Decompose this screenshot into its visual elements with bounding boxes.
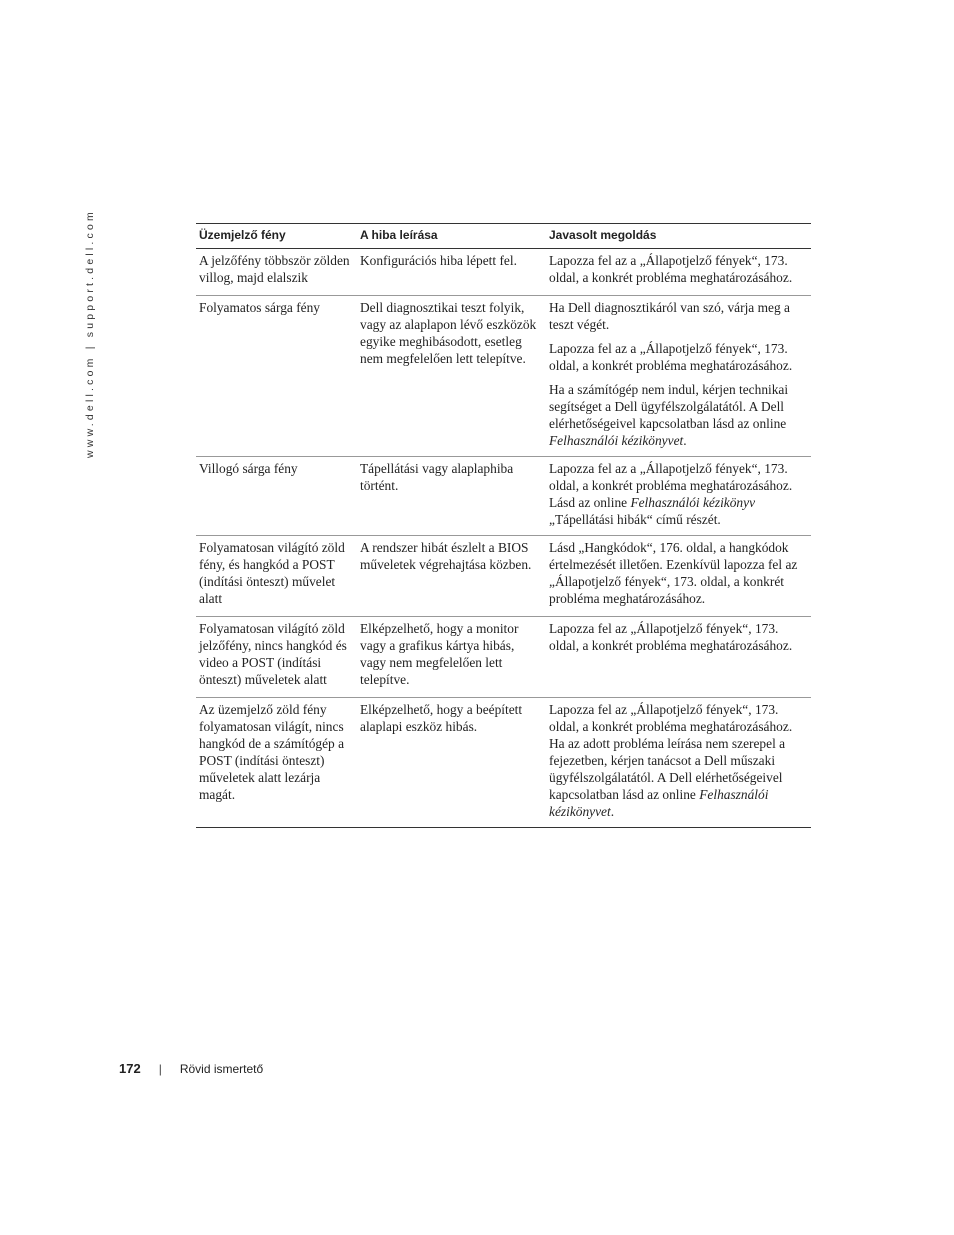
cell-light: Folyamatosan világító zöld jelzőfény, nincs hangkód és video a POST (indítási önteszt) műveletek alatt	[196, 617, 357, 698]
solution-paragraph: Lapozza fel az a „Állapotjelző fények“, 173. oldal, a konkrét probléma meghatározásához.	[549, 253, 793, 285]
cell-solution	[546, 536, 811, 617]
solution-paragraph: Lapozza fel az a „Állapotjelző fények“, 173. oldal, a konkrét probléma meghatározásához. Lásd az online Felhasználói kézikönyv „Tápellátási hibák“ című részét.	[549, 461, 793, 527]
cell-solution	[546, 296, 811, 457]
cell-description: Tápellátási vagy alaplaphiba történt.	[357, 457, 546, 536]
solution-paragraph: Lapozza fel az „Állapotjelző fények“, 173. oldal, a konkrét probléma meghatározásához.	[549, 621, 793, 653]
solution-paragraph: Lapozza fel az a „Állapotjelző fények“, 173. oldal, a konkrét probléma meghatározásához.	[549, 341, 793, 373]
cell-light: Az üzemjelző zöld fény folyamatosan világít, nincs hangkód de a számítógép a POST (indítási önteszt) műveletek alatt lezárja magát.	[196, 698, 357, 828]
manual-title: Felhasználói kézikönyvet	[549, 787, 769, 819]
cell-solution	[546, 698, 811, 828]
table-header-row	[196, 224, 811, 249]
solution-paragraph: Lásd „Hangkódok“, 176. oldal, a hangkódok értelmezését illetően. Ezenkívül lapozza fel az „Állapotjelző fények“, 173. oldal, a konkrét probléma meghatározásához.	[549, 540, 798, 606]
side-url: www.dell.com | support.dell.com	[84, 209, 96, 458]
cell-light: Folyamatos sárga fény	[196, 296, 357, 457]
cell-description: A rendszer hibát észlelt a BIOS műveletek végrehajtása közben.	[357, 536, 546, 617]
page-number: 172	[119, 1061, 141, 1076]
table-row	[196, 457, 811, 536]
manual-title: Felhasználói kézikönyv	[630, 495, 756, 510]
cell-description: Elképzelhető, hogy a monitor vagy a grafikus kártya hibás, vagy nem megfelelően lett telepítve.	[357, 617, 546, 698]
cell-solution	[546, 617, 811, 698]
solution-paragraph: Ha a számítógép nem indul, kérjen technikai segítséget a Dell ügyfélszolgálatától. A Dell elérhetőségeivel kapcsolatban lásd az online Felhasználói kézikönyvet.	[549, 382, 789, 448]
manual-title: Felhasználói kézikönyvet	[549, 433, 684, 448]
solution-paragraph: Lapozza fel az „Állapotjelző fények“, 173. oldal, a konkrét probléma meghatározásához. Ha az adott probléma leírása nem szerepel a fejezetben, kérjen tanácsot a Dell műszaki ügyfélszolgálatától. A Dell elérhetőségeivel kapcsolatban lásd az online Felhasználói kézikönyvet.	[549, 702, 793, 819]
cell-description: Elképzelhető, hogy a beépített alaplapi eszköz hibás.	[357, 698, 546, 828]
cell-light: Villogó sárga fény	[196, 457, 357, 536]
table-row	[196, 536, 811, 617]
led-troubleshooting-table	[196, 223, 811, 828]
table-row	[196, 296, 811, 457]
table-row	[196, 249, 811, 296]
section-title: Rövid ismertető	[179, 1062, 264, 1076]
header-suggested-solution: Javasolt megoldás	[546, 224, 811, 249]
cell-light: Folyamatosan világító zöld fény, és hangkód a POST (indítási önteszt) művelet alatt	[196, 536, 357, 617]
page-footer	[119, 1061, 263, 1076]
solution-paragraph: Ha Dell diagnosztikáról van szó, várja meg a teszt végét.	[549, 300, 790, 332]
cell-solution	[546, 457, 811, 536]
cell-description: Konfigurációs hiba lépett fel.	[357, 249, 546, 296]
header-problem-description: A hiba leírása	[357, 224, 546, 249]
table-row	[196, 617, 811, 698]
cell-description: Dell diagnosztikai teszt folyik, vagy az alaplapon lévő eszközök egyike meghibásodott, esetleg nem megfelelően lett telepítve.	[357, 296, 546, 457]
cell-light: A jelzőfény többször zölden villog, majd elalszik	[196, 249, 357, 296]
header-power-light: Üzemjelző fény	[196, 224, 357, 249]
table-row	[196, 698, 811, 828]
footer-separator: |	[158, 1062, 162, 1076]
cell-solution	[546, 249, 811, 296]
